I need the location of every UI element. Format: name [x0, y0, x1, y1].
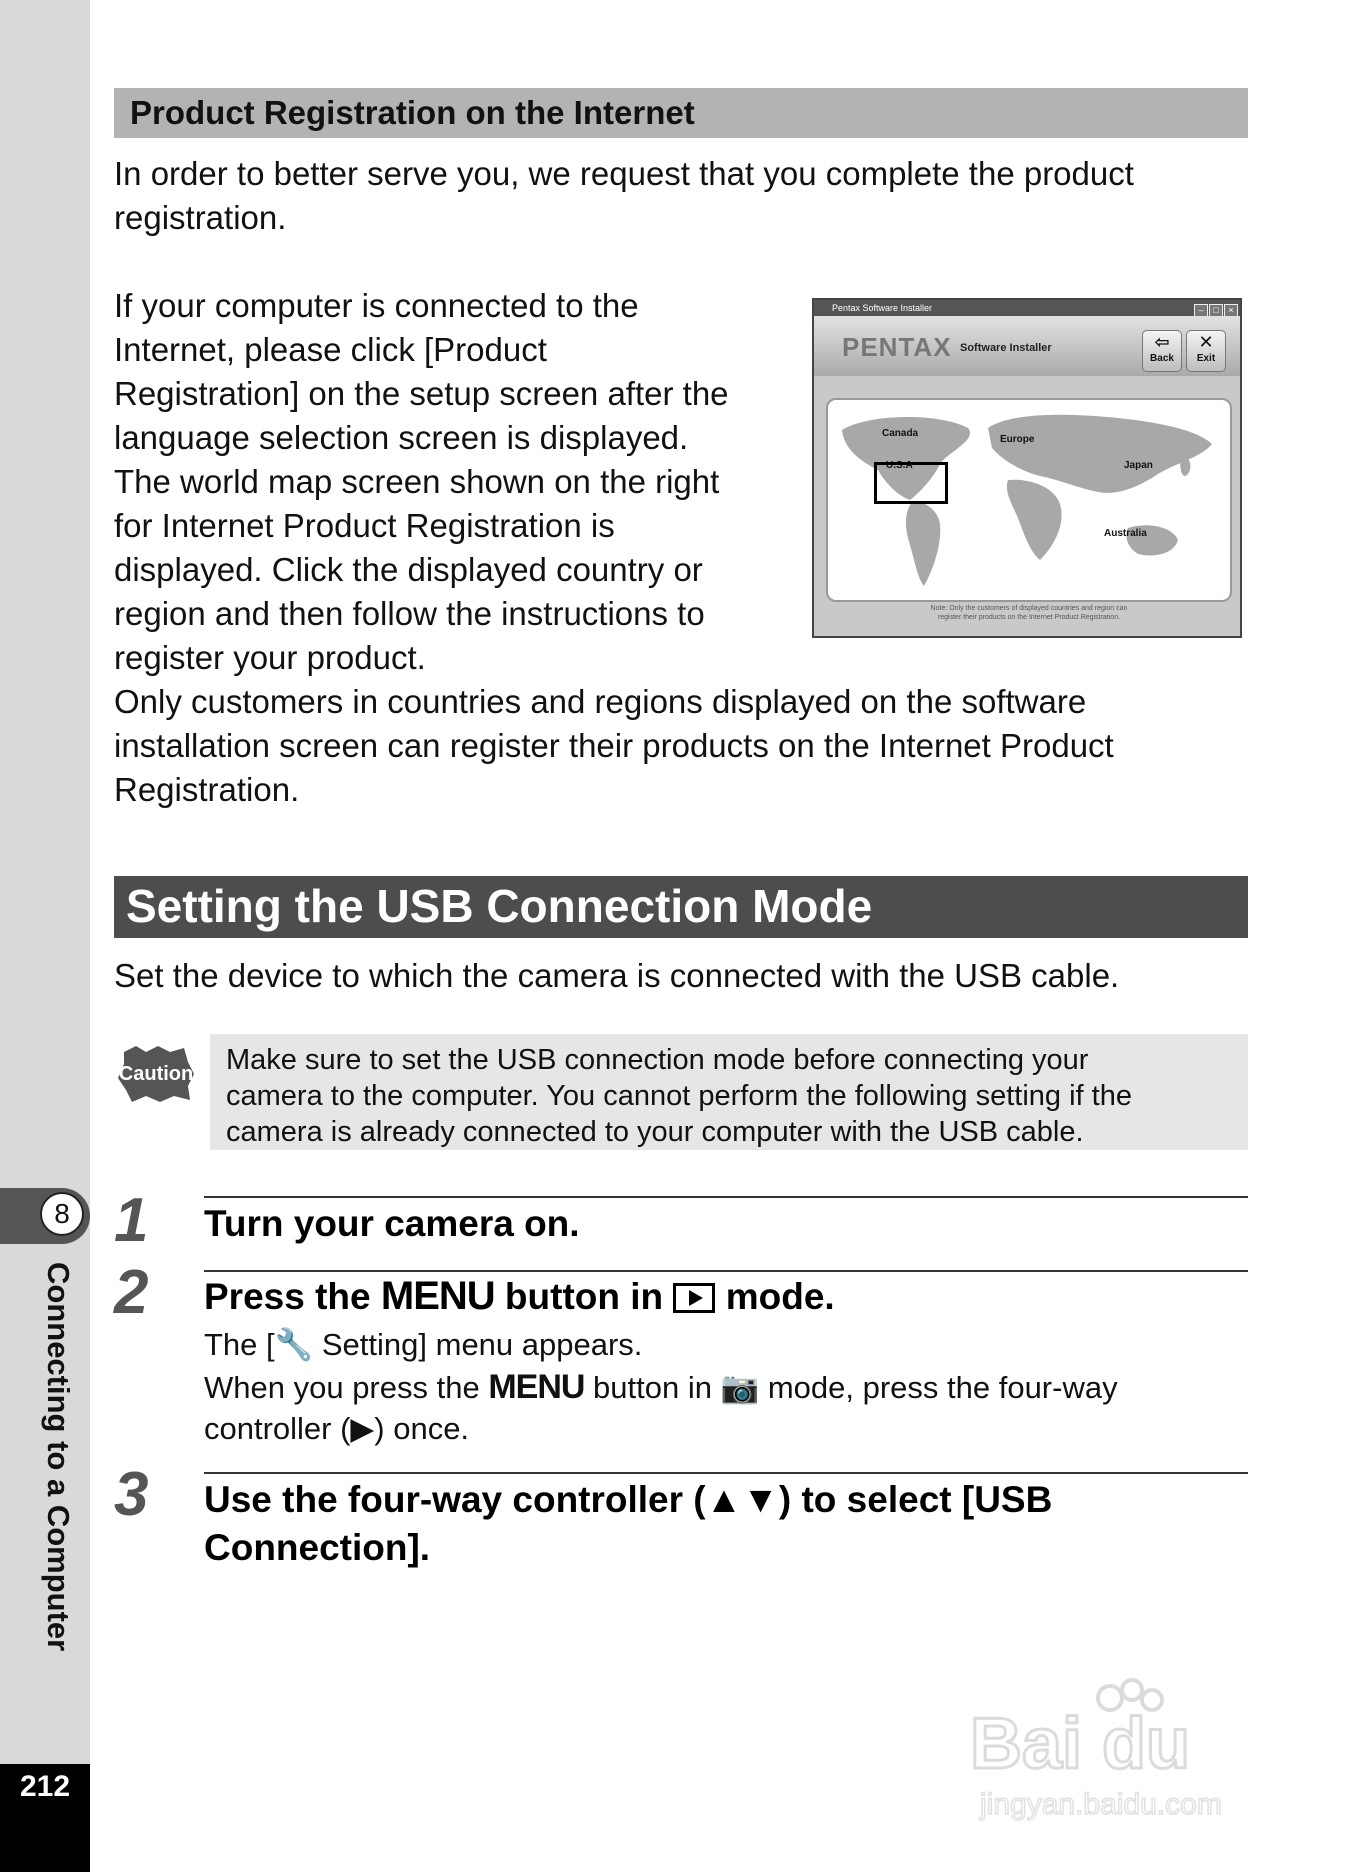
caution-icon — [116, 1044, 196, 1104]
step-2-body-text: mode, press the four-way — [759, 1370, 1118, 1405]
installer-header — [814, 316, 1240, 376]
installer-screenshot — [812, 298, 1242, 638]
caution-line: camera to the computer. You cannot perform the following setting if the — [226, 1080, 1132, 1112]
registration-body-line: for Internet Product Registration is — [114, 507, 615, 544]
step-2-body-line-1 — [204, 1324, 642, 1366]
exit-x-icon: ✕ — [1198, 332, 1214, 352]
registration-body-line: register your product. — [114, 639, 426, 676]
step-2-body-text: The [ — [204, 1327, 275, 1362]
chapter-number: 8 — [40, 1192, 84, 1236]
wrench-icon: 🔧 — [274, 1327, 314, 1362]
step-2-title-text: Press the — [204, 1276, 381, 1317]
registration-body-line: displayed. Click the displayed country or — [114, 551, 703, 588]
baidu-watermark-logo — [960, 1668, 1300, 1828]
installer-note — [814, 604, 1242, 622]
menu-button-label: MENU — [380, 1274, 495, 1318]
caution-line: Make sure to set the USB connection mode before connecting your — [226, 1044, 1089, 1076]
back-button-label: Back — [1150, 353, 1174, 364]
country-japan: Japan — [1124, 460, 1153, 471]
step-2-body-text: When you press the — [204, 1370, 489, 1405]
svg-text:Bai du: Bai du — [970, 1704, 1191, 1784]
pentax-logo: PENTAX — [842, 332, 952, 362]
step-2-body-text: Setting] menu appears. — [313, 1327, 643, 1362]
step-3-title-line-2: Connection]. — [204, 1527, 431, 1568]
step-divider — [204, 1196, 1248, 1198]
country-europe: Europe — [1000, 434, 1035, 445]
world-map — [826, 398, 1232, 602]
close-icon: × — [1224, 304, 1238, 317]
registration-body-line: The world map screen shown on the right — [114, 463, 720, 500]
installer-note-line-1: Note: Only the customers of displayed countries and region can — [930, 605, 1128, 612]
registration-body-line: Internet, please click [Product — [114, 331, 547, 368]
caution-icon-label: Caution — [118, 1063, 194, 1085]
camera-icon: 📷 — [720, 1370, 760, 1405]
usb-section-heading: Setting the USB Connection Mode — [114, 876, 1248, 938]
registration-note-line: Only customers in countries and regions displayed on the software — [114, 683, 1087, 720]
usb-section-intro: Set the device to which the camera is connected with the USB cable. — [114, 957, 1120, 994]
installer-note-line-2: register their products on the Internet Product Registration. — [937, 614, 1121, 621]
installer-subtitle: Software Installer — [960, 342, 1052, 354]
registration-heading: Product Registration on the Internet — [114, 88, 1248, 138]
registration-body-line: language selection screen is displayed. — [114, 419, 689, 456]
step-2-title-text: button in — [494, 1276, 674, 1317]
caution-box — [210, 1034, 1248, 1150]
step-2-title — [204, 1272, 835, 1321]
step-1-title: Turn your camera on. — [204, 1203, 580, 1244]
registration-body-line: Registration] on the setup screen after the — [114, 375, 729, 412]
step-divider — [204, 1472, 1248, 1474]
country-australia: Australia — [1104, 528, 1147, 539]
exit-button — [1186, 330, 1226, 372]
country-usa: U.S.A — [886, 460, 913, 471]
caution-line: camera is already connected to your computer with the USB cable. — [226, 1116, 1084, 1148]
registration-intro-line-1: In order to better serve you, we request that you complete the product — [114, 155, 1134, 192]
step-2-body-line-3: controller (▶) once. — [204, 1411, 470, 1446]
installer-window-title: Pentax Software Installer — [832, 303, 933, 313]
maximize-icon: □ — [1209, 304, 1223, 317]
registration-intro-line-2: registration. — [114, 199, 287, 236]
exit-button-label: Exit — [1196, 353, 1216, 364]
svg-text:jingyan.baidu.com: jingyan.baidu.com — [980, 1788, 1222, 1821]
registration-note-line: installation screen can register their products on the Internet Product — [114, 727, 1114, 764]
step-3-title-line-1: Use the four-way controller (▲▼) to select [USB — [204, 1479, 1053, 1520]
registration-body-line: region and then follow the instructions to — [114, 595, 705, 632]
playback-mode-icon — [673, 1283, 715, 1313]
registration-body-line: If your computer is connected to the — [114, 287, 639, 324]
minimize-icon: – — [1194, 304, 1208, 317]
back-button — [1142, 330, 1182, 372]
step-2-body-line-2 — [204, 1366, 1118, 1409]
page-number: 212 — [19, 1770, 71, 1803]
installer-titlebar — [814, 300, 1240, 316]
back-arrow-icon: ⇦ — [1154, 332, 1170, 352]
step-3-number: 3 — [114, 1460, 149, 1529]
country-canada: Canada — [882, 428, 919, 439]
step-2-title-text: mode. — [715, 1276, 835, 1317]
usa-selection-box — [874, 462, 948, 504]
chapter-title: Connecting to a Computer — [41, 1262, 76, 1652]
step-1-number: 1 — [114, 1186, 149, 1255]
menu-button-label: MENU — [488, 1368, 585, 1406]
registration-note-line: Registration. — [114, 771, 300, 808]
step-2-number: 2 — [114, 1258, 149, 1327]
step-2-body-text: button in — [584, 1370, 721, 1405]
